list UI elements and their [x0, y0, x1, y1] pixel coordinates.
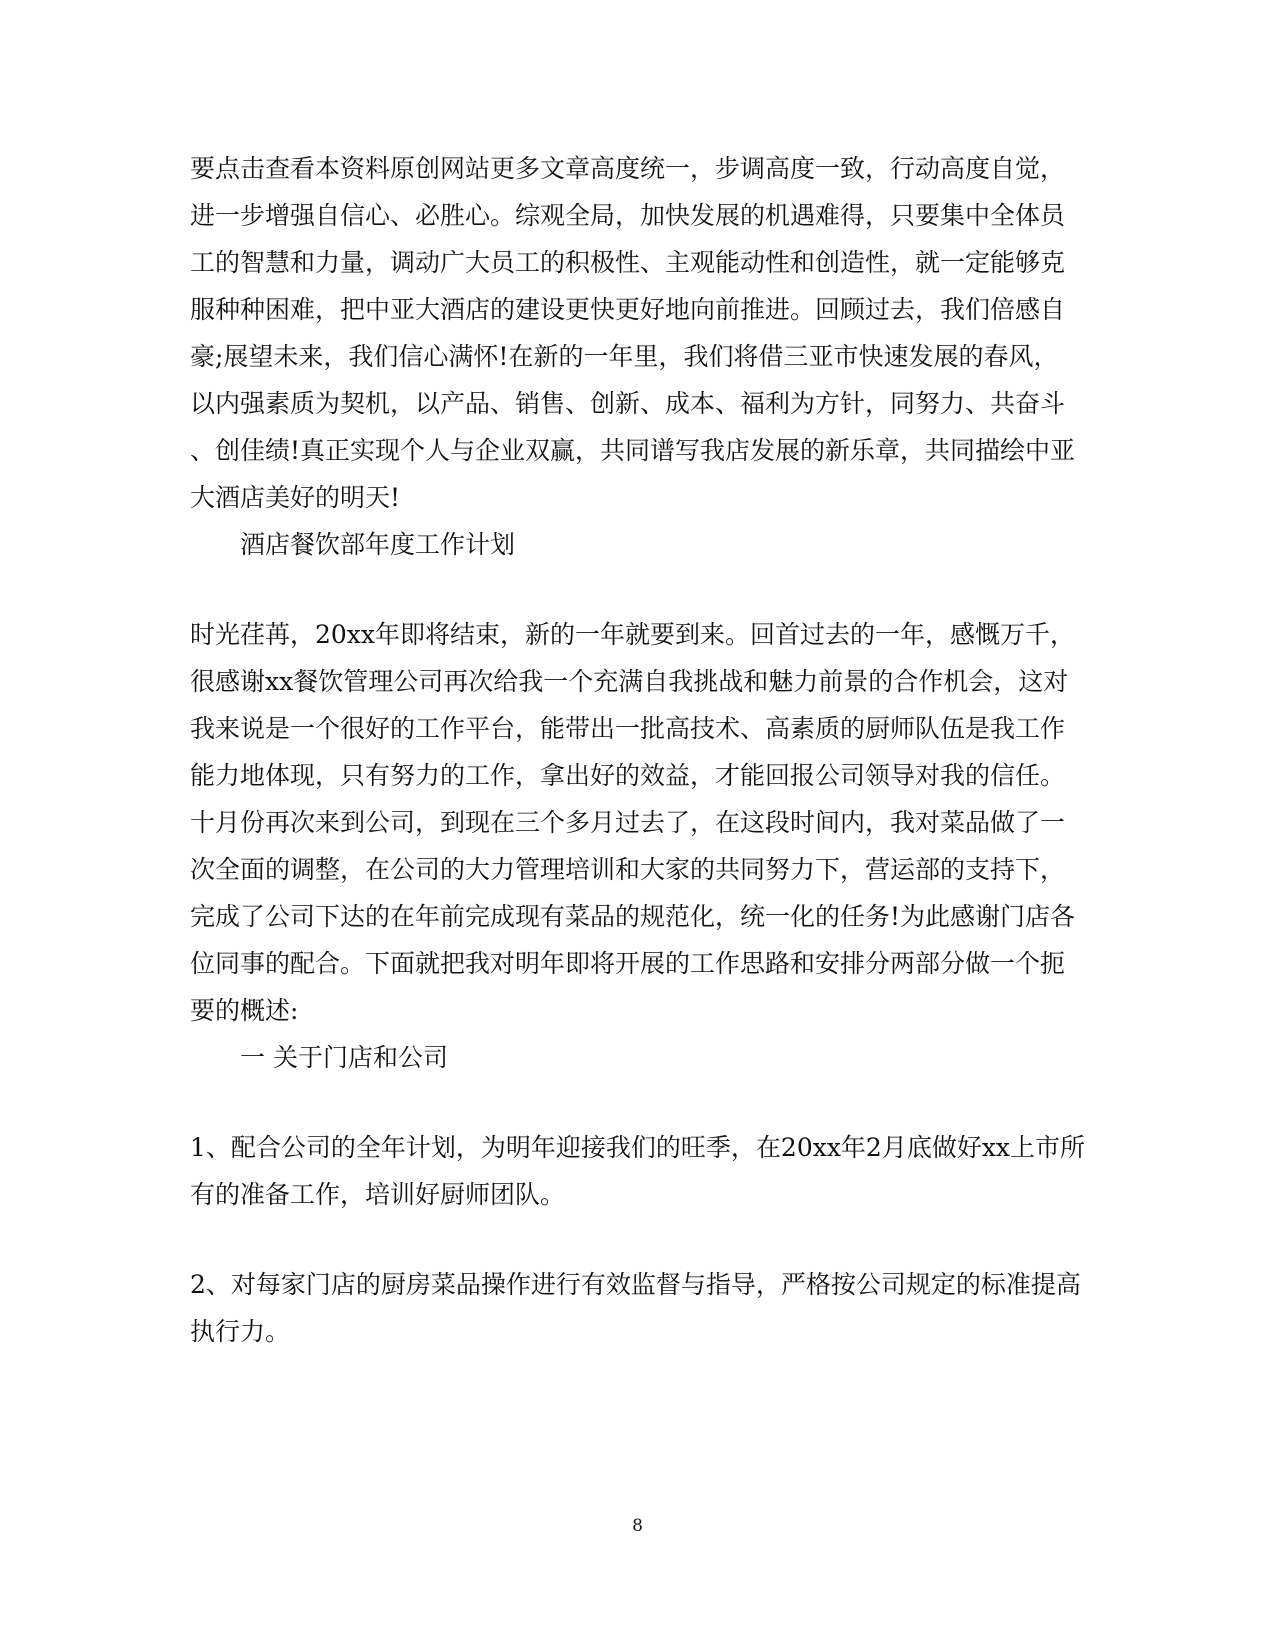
paragraph-line: 服种种困难，把中亚大酒店的建设更快更好地向前推进。回顾过去，我们倍感自	[190, 295, 1066, 324]
paragraph-line: 位同事的配合。下面就把我对明年即将开展的工作思路和安排分两部分做一个扼	[190, 949, 1066, 978]
page-number: 8	[632, 1516, 643, 1536]
list-item-line: 有的准备工作，培训好厨师团队。	[190, 1180, 566, 1209]
paragraph-line: 完成了公司下达的在年前完成现有菜品的规范化，统一化的任务!为此感谢门店各	[190, 902, 1076, 931]
section-heading: 一 关于门店和公司	[240, 1043, 448, 1072]
list-item-line: 1、配合公司的全年计划，为明年迎接我们的旺季，在20xx年2月底做好xx上市所	[190, 1133, 1086, 1162]
paragraph-line: 、创佳绩!真正实现个人与企业双赢，共同谱写我店发展的新乐章，共同描绘中亚	[190, 436, 1076, 465]
paragraph-line: 大酒店美好的明天!	[190, 483, 401, 512]
paragraph-line: 豪;展望未来，我们信心满怀!在新的一年里，我们将借三亚市快速发展的春风，	[190, 342, 1059, 371]
section-heading: 酒店餐饮部年度工作计划	[240, 530, 516, 559]
list-item-line: 2、对每家门店的厨房菜品操作进行有效监督与指导，严格按公司规定的标准提高	[190, 1270, 1081, 1299]
paragraph-line: 十月份再次来到公司，到现在三个多月过去了，在这段时间内，我对菜品做了一	[190, 808, 1066, 837]
paragraph-line: 我来说是一个很好的工作平台，能带出一批高技术、高素质的厨师队伍是我工作	[190, 714, 1066, 743]
paragraph-line: 以内强素质为契机，以产品、销售、创新、成本、福利为方针，同努力、共奋斗	[190, 389, 1066, 418]
paragraph-line: 时光荏苒，20xx年即将结束，新的一年就要到来。回首过去的一年，感慨万千，	[190, 620, 1076, 649]
paragraph-line: 工的智慧和力量，调动广大员工的积极性、主观能动性和创造性，就一定能够克	[190, 248, 1066, 277]
paragraph-line: 能力地体现，只有努力的工作，拿出好的效益，才能回报公司领导对我的信任。	[190, 761, 1066, 790]
paragraph-line: 次全面的调整，在公司的大力管理培训和大家的共同努力下，营运部的支持下，	[190, 855, 1066, 884]
paragraph-line: 进一步增强自信心、必胜心。综观全局，加快发展的机遇难得，只要集中全体员	[190, 201, 1066, 230]
paragraph-line: 要点击查看本资料原创网站更多文章高度统一，步调高度一致，行动高度自觉，	[190, 154, 1066, 183]
paragraph-line: 很感谢xx餐饮管理公司再次给我一个充满自我挑战和魅力前景的合作机会，这对	[190, 667, 1069, 696]
paragraph-line: 要的概述:	[190, 996, 299, 1025]
list-item-line: 执行力。	[190, 1317, 291, 1346]
